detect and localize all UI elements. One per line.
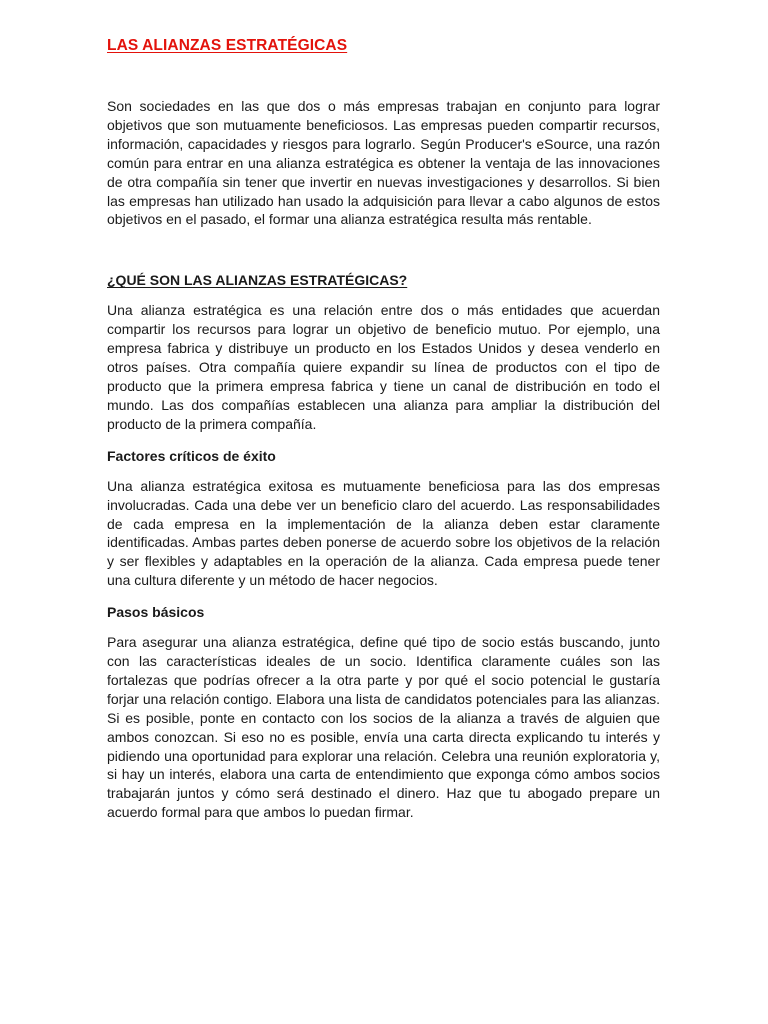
section-paragraph: Una alianza estratégica es una relación entre dos o más entidades que acuerdan compartir los recursos para lograr un objetivo de beneficio mutuo. Por ejemplo, una empresa fabrica y distribuye un producto en los Estados Unidos y desea venderlo en otros países. Otra compañía quiere expandir su línea de productos con el tipo de producto que la primera empresa fabrica y tiene un canal de distribución en todo el mundo. Las dos compañías establecen una alianza para ampliar la distribución del producto de la primera compañía. bbox=[107, 302, 660, 432]
factors-heading: Factores críticos de éxito bbox=[107, 447, 276, 464]
factors-paragraph: Una alianza estratégica exitosa es mutuamente beneficiosa para las dos empresas involucradas. Cada una debe ver un beneficio claro del acuerdo. Las responsabilidades de cada empresa en la implementación de la alianza deben estar claramente identificadas. Ambas partes deben ponerse de acuerdo sobre los objetivos de la relación y ser flexibles y adaptables en la operación de la alianza. Cada empresa puede tener una cultura diferente y un método de hacer negocios. bbox=[107, 477, 660, 589]
section-heading: ¿QUÉ SON LAS ALIANZAS ESTRATÉGICAS? bbox=[107, 272, 408, 289]
steps-heading: Pasos básicos bbox=[107, 604, 205, 621]
document-title: LAS ALIANZAS ESTRATÉGICAS bbox=[107, 37, 348, 54]
document-page bbox=[107, 36, 660, 822]
intro-paragraph: Son sociedades en las que dos o más empresas trabajan en conjunto para lograr objetivos que son mutuamente beneficiosos. Las empresas pueden compartir recursos, información, capacidades y riesgos para lograrlo. Según Producer's eSource, una razón común para entrar en una alianza estratégica es obtener la ventaja de las innovaciones de otra compañía sin tener que invertir en nuevas investigaciones y desarrollos. Si bien las empresas han utilizado han usado la adquisición para llevar a cabo algunos de estos objetivos en el pasado, el formar una alianza estratégica resulta más rentable. bbox=[107, 98, 660, 228]
steps-paragraph: Para asegurar una alianza estratégica, define qué tipo de socio estás buscando, junto con las características ideales de un socio. Identifica claramente cuáles son las fortalezas que podrías ofrecer a la otra parte y por qué el socio potencial le gustaría forjar una relación contigo. Elabora una lista de candidatos potenciales para las alianzas. Si es posible, ponte en contacto con los socios de la alianza a través de alguien que ambos conozcan. Si eso no es posible, envía una carta directa explicando tu interés y pidiendo una oportunidad para explorar una relación. Celebra una reunión exploratoria y, si hay un interés, elabora una carta de entendimiento que exponga cómo ambos socios trabajarán juntos y cómo será destinado el dinero. Haz que tu abogado prepare un acuerdo formal para que ambos lo puedan firmar. bbox=[107, 634, 660, 821]
